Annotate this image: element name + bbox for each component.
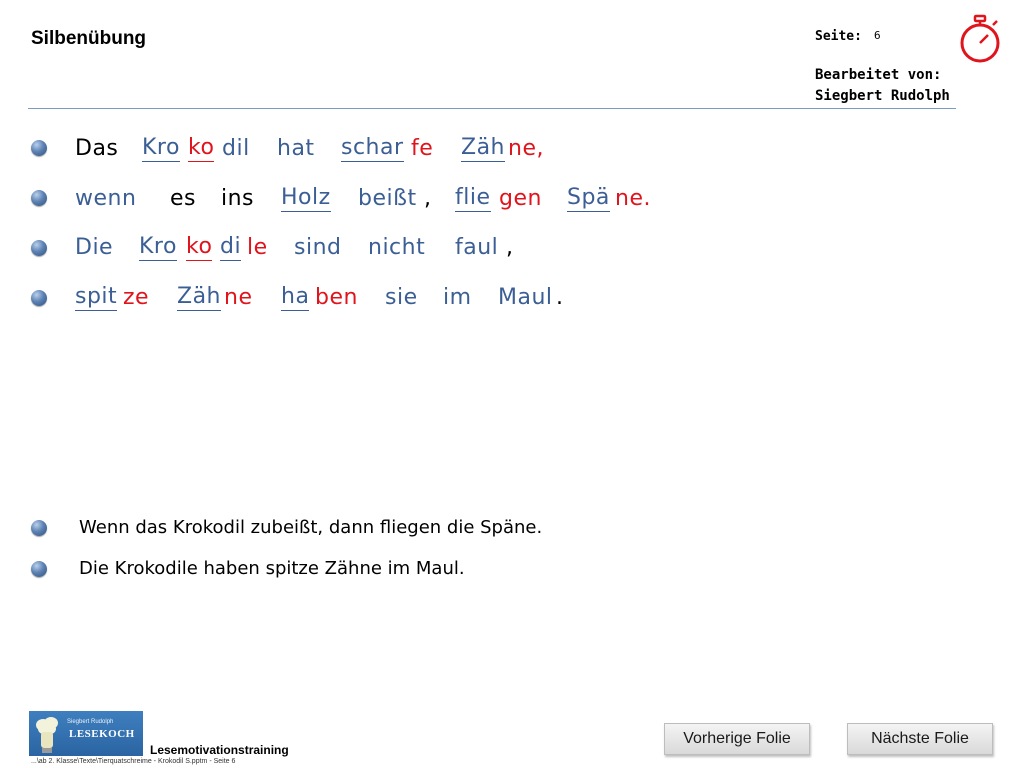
next-slide-button[interactable]: Nächste Folie [847,723,993,755]
editor-name: Siegbert Rudolph [815,88,950,104]
syllable: dil [222,136,250,161]
syllable: ko [186,235,212,261]
syllable: im [443,285,472,310]
summary-sentence: Die Krokodile haben spitze Zähne im Maul. [79,558,465,579]
syllable: hat [277,136,315,161]
syllable: Kro [142,136,180,162]
syllable: ze [123,285,150,310]
logo-word: LESEKOCH [69,728,135,740]
header-divider [28,108,956,109]
syllable: gen [499,186,542,211]
syllable: le [247,235,268,260]
lesekoch-logo [29,711,143,756]
syllable: Maul [498,285,553,310]
page-number: 6 [874,29,881,42]
bullet-icon [31,520,47,536]
syllable: spit [75,285,117,311]
program-name: Lesemotivationstraining [150,743,289,757]
editor-label: Bearbeitet von: [815,67,942,83]
bullet-icon [31,240,47,256]
bullet-icon [31,290,47,306]
summary-sentence: Wenn das Krokodil zubeißt, dann fliegen die Späne. [79,517,543,538]
syllable: Die [75,235,114,260]
syllable: ne [224,285,253,310]
syllable: , [424,186,432,211]
syllable: . [556,285,564,310]
syllable: sind [294,235,342,260]
logo-author: Siegbert Rudolph [67,719,114,725]
syllable: flie [455,186,491,212]
syllable: schar [341,136,404,162]
bullet-icon [31,190,47,206]
syllable: beißt [358,186,417,211]
syllable: fe [411,136,434,161]
syllable: nicht [368,235,426,260]
syllable: Zäh [461,136,505,162]
file-path: ...\ab 2. Klasse\Texte\Tierquatschreime - Krokodil S.pptm - Seite 6 [31,758,236,765]
syllable: wenn [75,186,137,211]
bullet-icon [31,140,47,156]
stopwatch-icon[interactable] [957,14,1003,64]
syllable: ne, [508,136,544,161]
slide-title: Silbenübung [31,28,147,49]
syllable: Holz [281,186,331,212]
syllable: Kro [139,235,177,261]
syllable: ha [281,285,309,311]
syllable: Zäh [177,285,221,311]
syllable: ko [188,136,214,162]
bullet-icon [31,561,47,577]
syllable: Spä [567,186,610,212]
previous-slide-button[interactable]: Vorherige Folie [664,723,810,755]
syllable: , [506,235,514,260]
chef-hat-icon [29,711,69,756]
page-label: Seite: [815,29,862,44]
syllable: ins [221,186,255,211]
syllable: sie [385,285,418,310]
syllable: es [170,186,196,211]
syllable: di [220,235,241,261]
syllable: ben [315,285,358,310]
syllable: Das [75,136,119,161]
syllable: ne. [615,186,651,211]
syllable: faul [455,235,499,260]
